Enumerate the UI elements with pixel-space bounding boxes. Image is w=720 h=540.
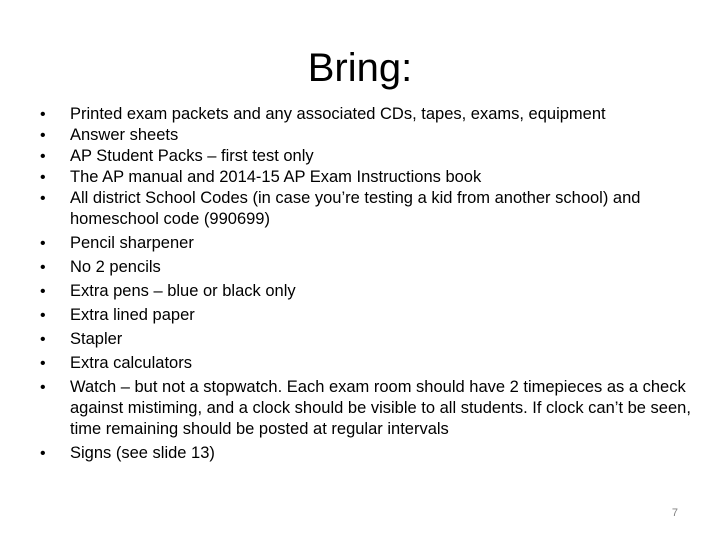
list-item xyxy=(40,329,692,350)
list-item xyxy=(40,281,692,302)
bullet-icon: • xyxy=(40,106,46,123)
bullet-icon: • xyxy=(40,283,46,300)
list-item xyxy=(40,377,692,440)
slide-title: Bring: xyxy=(307,46,413,90)
list-item-text: Printed exam packets and any associated CDs, tapes, exams, equipment xyxy=(70,105,606,123)
list-item-text: AP Student Packs – first test only xyxy=(70,147,314,165)
bullet-icon: • xyxy=(40,355,46,372)
list-item-text: Pencil sharpener xyxy=(70,234,194,252)
list-item xyxy=(40,146,692,167)
bullet-icon: • xyxy=(40,331,46,348)
bullet-icon: • xyxy=(40,127,46,144)
bullet-icon: • xyxy=(40,307,46,324)
list-item-text: Signs (see slide 13) xyxy=(70,444,215,462)
list-item-text: Watch – but not a stopwatch. Each exam room should have 2 timepieces as a check against mistiming, and a clock should be visible to all students. If clock can’t be seen, time remaining should be posted at regular intervals xyxy=(70,378,691,438)
bullet-icon: • xyxy=(40,235,46,252)
bullet-list xyxy=(40,104,692,467)
list-item xyxy=(40,305,692,326)
list-item xyxy=(40,167,692,188)
bullet-icon: • xyxy=(40,169,46,186)
list-item xyxy=(40,233,692,254)
page-number: 7 xyxy=(671,507,678,519)
bullet-icon: • xyxy=(40,445,46,462)
list-item xyxy=(40,188,692,230)
bullet-icon: • xyxy=(40,148,46,165)
list-item-text: No 2 pencils xyxy=(70,258,161,276)
list-item xyxy=(40,353,692,374)
list-item xyxy=(40,257,692,278)
list-item-text: Stapler xyxy=(70,330,123,348)
list-item xyxy=(40,443,692,464)
list-item-text: All district School Codes (in case you’re testing a kid from another school) and homeschool code (990699) xyxy=(70,189,641,228)
list-item-text: Extra lined paper xyxy=(70,306,195,324)
list-item-text: Extra pens – blue or black only xyxy=(70,282,296,300)
bullet-icon: • xyxy=(40,259,46,276)
list-item xyxy=(40,104,692,125)
list-item-text: The AP manual and 2014-15 AP Exam Instructions book xyxy=(70,168,482,186)
list-item-text: Extra calculators xyxy=(70,354,192,372)
list-item xyxy=(40,125,692,146)
bullet-icon: • xyxy=(40,379,46,396)
list-item-text: Answer sheets xyxy=(70,126,179,144)
bullet-icon: • xyxy=(40,190,46,207)
